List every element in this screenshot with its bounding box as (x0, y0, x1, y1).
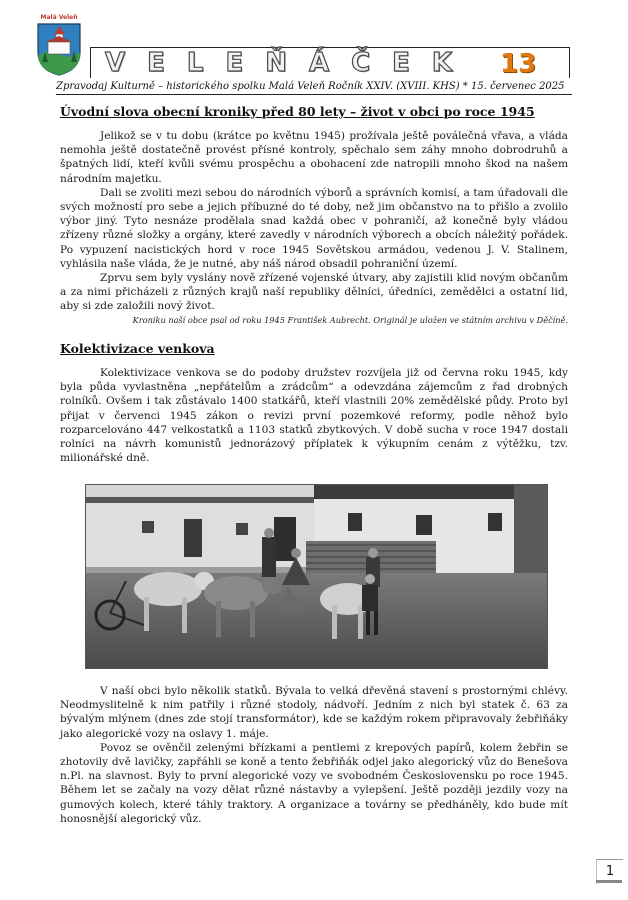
newsletter-title: VELEŇÁČEK (105, 48, 475, 78)
section3-paragraph: V naší obci bylo několik statků. Bývala to velká dřevěná stavení s prostornými chlévy. Neodmyslitelně k nim patřily i různé stodoly, nádvoří. Jedním z nich byl statek č. 63 za bývalým mlýnem (dnes zde stojí transformátor), kde se každým rokem připravovaly žebřiňáky jako alegorické vozy na oslavy 1. máje. (60, 685, 568, 740)
page-number: 1 (596, 859, 623, 884)
farmyard-photo-image (86, 485, 547, 668)
village-crest (34, 14, 84, 76)
header-divider (56, 94, 572, 95)
section1-heading: Úvodní slova obecní kroniky před 80 lety – život v obci po roce 1945 (60, 104, 535, 119)
section3-paragraph: Povoz se ověnčil zelenými břízkami a pentlemi z krepových papírů, kolem žebřin se zhotovily dvě lavičky, zapřáhli se koně a tento žebřiňák odjel jako alegorický vůz do Benešova n.Pl. na slavnost. Byly to první alegorické vozy ve svobodném Československu po roce 1945. Během let se začaly na vozy dělat různé nástavby a vylepšení. Ještě později jezdily vozy na gumových kolech, které táhly traktory. A organizace a továrny se předháněly, kdo bude mít honosnější alegorický vůz. (60, 741, 568, 825)
section1-paragraph: Jelikož se v tu dobu (krátce po květnu 1945) prožívala ještě poválečná vřava, a vláda nemohla ještě dostatečně provést přísné kontroly, spěchalo sem záhy mnoho dobrodruhů a špatných lidí, kteří kvůli svému prospěchu a obohacení zde natropili mnoho škod na našem národním majetku. (60, 130, 568, 185)
page-number-bar (596, 880, 622, 883)
chronicle-source-note: Kroniku naší obce psal od roku 1945 František Aubrecht. Originál je uložen ve státním archivu v Děčíně. (132, 315, 568, 325)
coat-of-arms-icon (36, 22, 82, 76)
issue-number: 13 (500, 49, 537, 79)
historic-farm-photo (85, 484, 548, 669)
newsletter-subtitle: Zpravodaj Kulturně – historického spolku Malá Veleň Ročník XXIV. (XVIII. KHS) * 15. červenec 2025 (56, 81, 565, 92)
section1-body (60, 129, 568, 314)
section3-body (60, 684, 568, 826)
section2-heading: Kolektivizace venkova (60, 341, 215, 356)
section1-paragraph: Zprvu sem byly vyslány nově zřízené vojenské útvary, aby zajistili klid novým občanům a za nimi přicházeli z různých krajů naší republiky dělníci, úředníci, zemědělci a ostatní lid, aby si zde založili nový život. (60, 272, 568, 313)
masthead (0, 0, 628, 100)
section1-paragraph: Dali se zvoliti mezi sebou do národních výborů a správních komisí, a tam úřadovali dle svých možností pro sebe a jejich příbuzné do té doby, než jim občanstvo na to přišlo a zvolilo výbor jiný. Tyto nesnáze prodělala snad každá obec v pohraničí, až konečně byly vládou zřízeny různé složky a orgány, které zavedly v národních výborech a obcích náležitý pořádek. Po vypuzení nacistických hord v roce 1945 Sovětskou armádou, vedenou J. V. Stalinem, vyhlásila naše vláda, že je nutné, aby náš národ obsadil pohraniční území. (60, 186, 568, 270)
section2-body (60, 366, 568, 465)
section2-paragraph: Kolektivizace venkova se do podoby družstev rozvíjela již od června roku 1945, kdy byla půda vyvlastněna „nepřátelům a zrádcům“ a odevzdána zájemcům z řad drobných rolníků. Ovšem i tak zůstávalo 1400 statkářů, kteří vlastnili 20% zemědělské půdy. Proto byl přijat v červenci 1945 zákon o revizi první pozemkové reformy, podle něhož bylo rozparcelováno 447 velkostatků a 1103 statků zbytkových. V době sucha v roce 1947 dostali rolníci na návrh komunistů jednorázový příplatek k výkupním cenám z výtěžku, tzv. milionářské dně. (60, 367, 568, 465)
crest-label: Malá Veleň (40, 14, 78, 21)
